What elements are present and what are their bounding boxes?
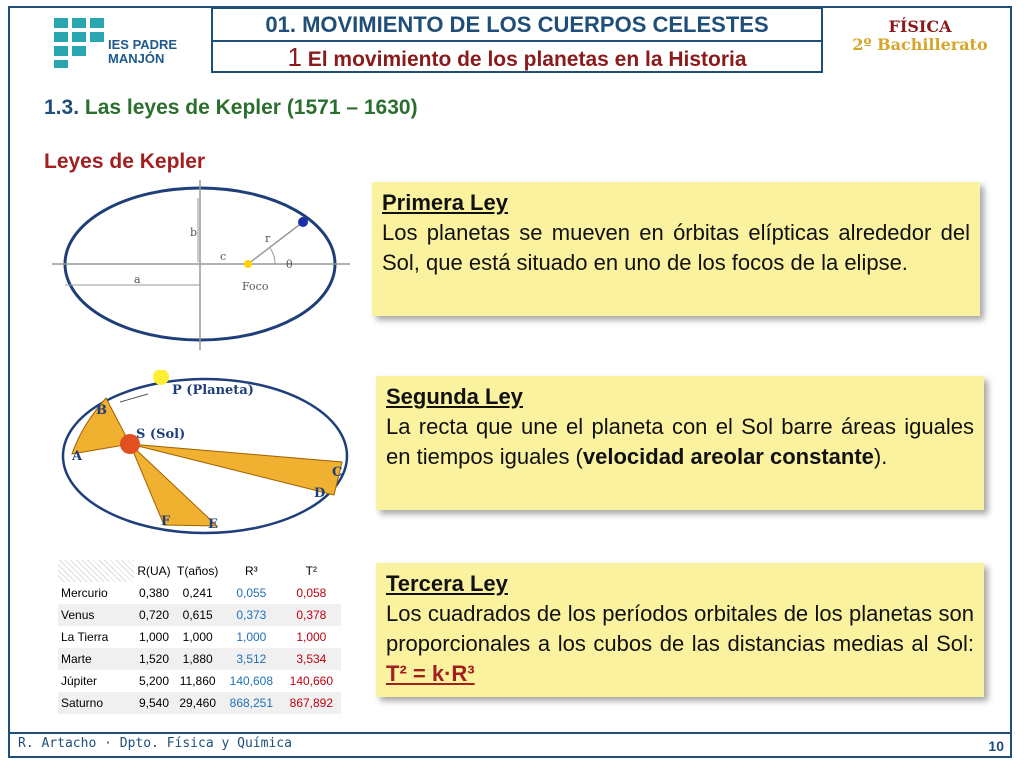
period-cell: 11,860 xyxy=(174,670,221,692)
radius-cell: 9,540 xyxy=(134,692,174,714)
r-cubed-cell: 868,251 xyxy=(221,692,281,714)
logo-line2: MANJÓN xyxy=(108,51,165,66)
radius-cell: 1,000 xyxy=(134,626,174,648)
table-header-row xyxy=(58,560,341,582)
label-E: E xyxy=(208,517,218,532)
planet-data-table xyxy=(58,560,341,714)
table-row xyxy=(58,692,341,714)
second-law-text-a: La recta que une el planeta con el Sol barre áreas iguales en tiempos iguales ( xyxy=(386,414,974,469)
second-law-bold: velocidad areolar constante xyxy=(582,444,874,469)
planet-name: La Tierra xyxy=(58,626,134,648)
planet-name: Mercurio xyxy=(58,582,134,604)
table-header-cell: R(UA) xyxy=(134,560,174,582)
label-F: F xyxy=(161,514,171,529)
page-number: 10 xyxy=(988,738,1004,754)
label-b: b xyxy=(190,226,198,239)
table-header-cell: T(años) xyxy=(174,560,221,582)
t-squared-cell: 867,892 xyxy=(281,692,341,714)
subject-label xyxy=(830,18,1010,54)
period-cell: 0,241 xyxy=(174,582,221,604)
r-cubed-cell: 0,055 xyxy=(221,582,281,604)
planet-name: Júpiter xyxy=(58,670,134,692)
table-header-cell: R³ xyxy=(221,560,281,582)
unit-title: 01. MOVIMIENTO DE LOS CUERPOS CELESTES xyxy=(213,9,821,42)
logo-text xyxy=(108,38,177,66)
section-number: 1.3. xyxy=(44,96,80,119)
radius-cell: 0,720 xyxy=(134,604,174,626)
third-law-formula: T² = k·R³ xyxy=(386,661,475,686)
table-row xyxy=(58,648,341,670)
period-cell: 29,460 xyxy=(174,692,221,714)
focus-sun xyxy=(244,260,252,268)
planet-dot xyxy=(298,217,308,227)
table-header-cell: T² xyxy=(281,560,341,582)
second-law-text-b: ). xyxy=(873,444,888,469)
first-law-card xyxy=(372,182,980,316)
third-law-title: Tercera Ley xyxy=(386,571,508,596)
planet-name: Saturno xyxy=(58,692,134,714)
lesson-number: 1 xyxy=(287,42,302,72)
lesson-title xyxy=(213,42,821,73)
label-c: c xyxy=(220,250,227,263)
label-sun: S (Sol) xyxy=(136,427,186,442)
table-row xyxy=(58,670,341,692)
planet-name: Venus xyxy=(58,604,134,626)
t-squared-cell: 0,378 xyxy=(281,604,341,626)
first-law-text: Los planetas se mueven en órbitas elípticas alrededor del Sol, que está situado en uno de los focos de la elipse. xyxy=(382,220,970,275)
t-squared-cell: 1,000 xyxy=(281,626,341,648)
t-squared-cell: 0,058 xyxy=(281,582,341,604)
third-law-card xyxy=(376,563,984,697)
r-cubed-cell: 0,373 xyxy=(221,604,281,626)
third-law-text xyxy=(386,599,974,689)
ellipse-orbit-diagram xyxy=(50,180,360,355)
r-cubed-cell: 140,608 xyxy=(221,670,281,692)
third-law-text-main: Los cuadrados de los períodos orbitales de los planetas son proporcionales a los cubos de las distancias medias al Sol: xyxy=(386,601,974,656)
planet-name: Marte xyxy=(58,648,134,670)
t-squared-cell: 3,534 xyxy=(281,648,341,670)
radius-vector xyxy=(248,222,303,264)
second-law-title: Segunda Ley xyxy=(386,384,523,409)
table-header-cell xyxy=(58,560,134,582)
period-cell: 1,000 xyxy=(174,626,221,648)
label-focus: Foco xyxy=(242,280,269,293)
section-title xyxy=(44,96,418,120)
r-cubed-cell: 3,512 xyxy=(221,648,281,670)
equal-areas-diagram xyxy=(60,370,360,535)
second-law-text xyxy=(386,412,974,472)
subject-name: FÍSICA xyxy=(888,17,952,36)
label-B: B xyxy=(96,403,107,418)
radius-cell: 0,380 xyxy=(134,582,174,604)
label-A: A xyxy=(72,449,83,464)
label-D: D xyxy=(314,486,326,501)
period-cell: 1,880 xyxy=(174,648,221,670)
lesson-title-text: El movimiento de los planetas en la Historia xyxy=(307,48,747,71)
radius-cell: 5,200 xyxy=(134,670,174,692)
section-title-text: Las leyes de Kepler (1571 – 1630) xyxy=(84,96,418,119)
r-cubed-cell: 1,000 xyxy=(221,626,281,648)
title-box xyxy=(211,7,823,73)
period-cell: 0,615 xyxy=(174,604,221,626)
section-subtitle: Leyes de Kepler xyxy=(44,150,206,173)
course-level: 2º Bachillerato xyxy=(852,35,988,54)
school-logo xyxy=(44,12,180,74)
table-row xyxy=(58,582,341,604)
label-r: r xyxy=(265,232,271,245)
logo-line1: IES PADRE xyxy=(108,37,178,52)
first-law-title: Primera Ley xyxy=(382,190,508,215)
table-row xyxy=(58,626,341,648)
second-law-card xyxy=(376,376,984,510)
label-theta: θ xyxy=(286,258,293,271)
logo-grid-icon xyxy=(52,14,112,68)
footer-author: R. Artacho · Dpto. Física y Química xyxy=(18,736,292,751)
label-planet: P (Planeta) xyxy=(172,383,254,398)
table-row xyxy=(58,604,341,626)
label-C: C xyxy=(332,465,343,480)
t-squared-cell: 140,660 xyxy=(281,670,341,692)
radius-cell: 1,520 xyxy=(134,648,174,670)
footer-divider xyxy=(8,732,1012,734)
label-a: a xyxy=(134,273,141,286)
